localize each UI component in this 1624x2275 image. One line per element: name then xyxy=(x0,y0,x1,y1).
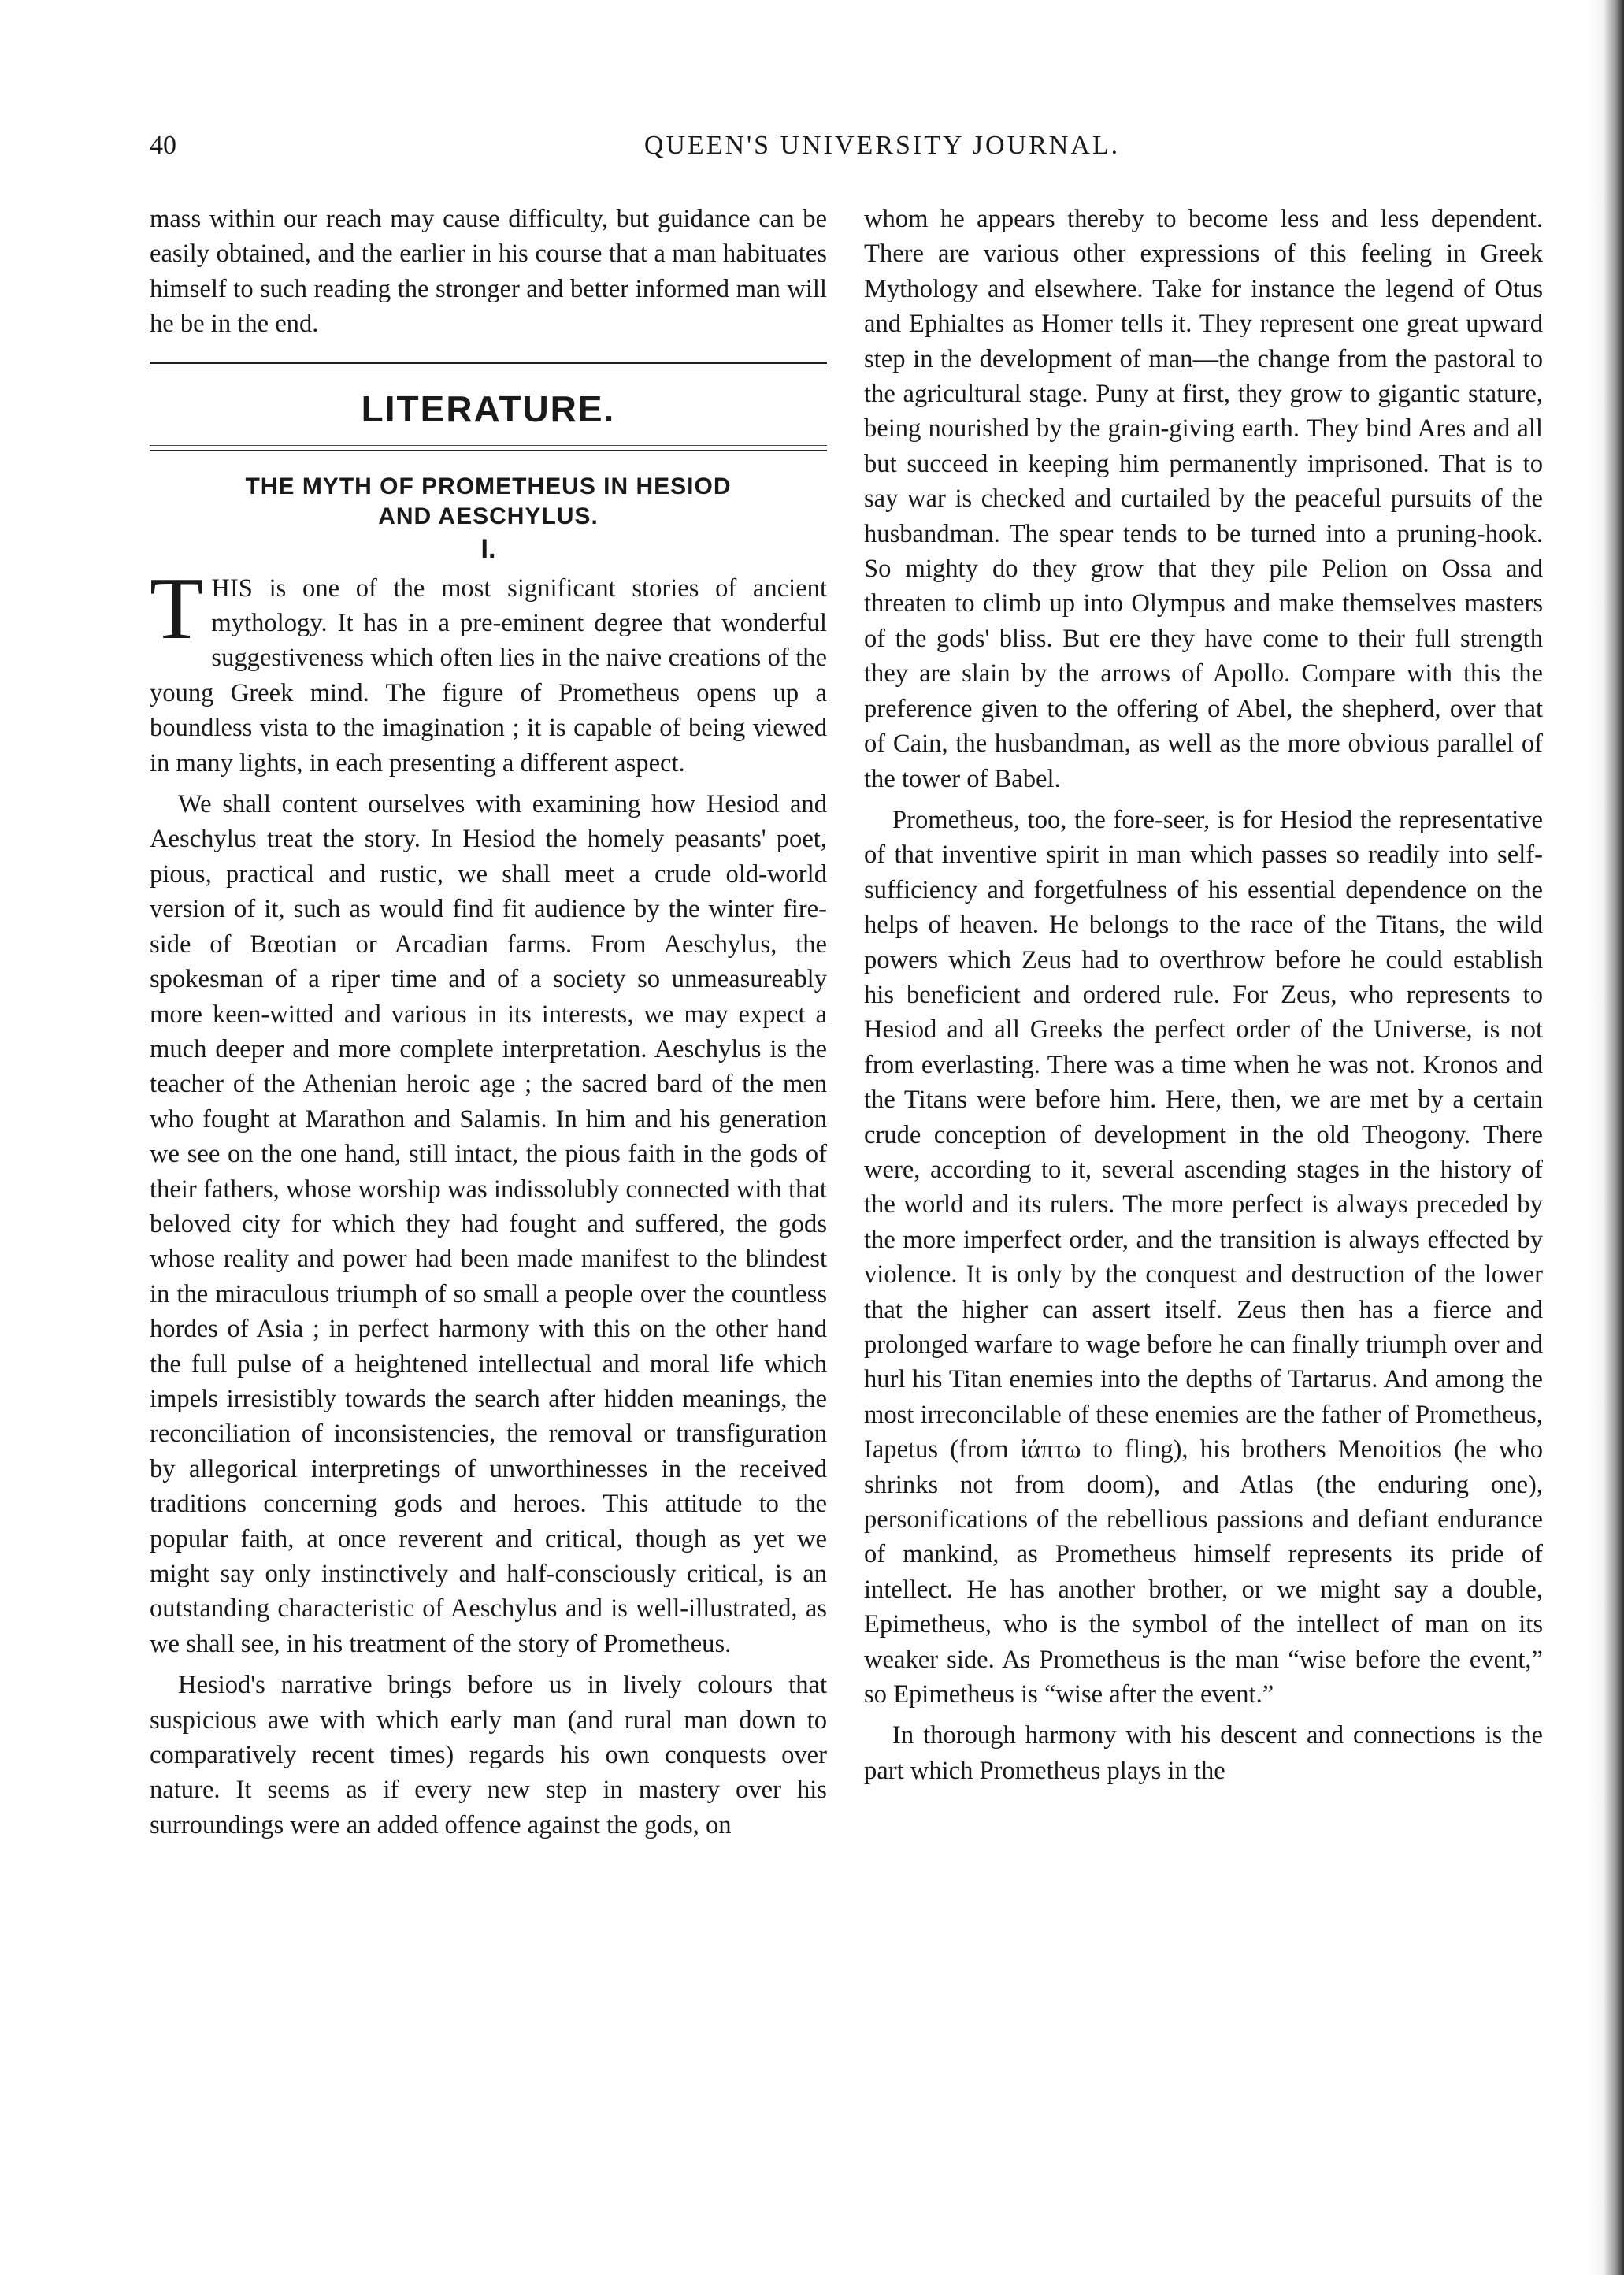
section-rule-top xyxy=(150,362,827,369)
part-number: I. xyxy=(480,533,496,564)
article-title-line2: AND AESCHYLUS. xyxy=(378,503,599,529)
paragraph-harmony: In thorough harmony with his descent and connections is the part which Prometheus plays in the xyxy=(864,1721,1543,1785)
running-title: QUEEN'S UNIVERSITY JOURNAL. xyxy=(643,131,1121,160)
paragraph-opening-text: HIS is one of the most significant stories of ancient mythology. It has in a pre-eminent degree that wonderful suggestiveness which often lies in the naive creations of the young Greek mind. The figure of Prometheus opens up a boundless vista to the imagination ; it is capable of being viewed in many lights, in each presenting a different aspect. xyxy=(150,573,827,778)
article-title-line1: THE MYTH OF PROMETHEUS IN HESIOD xyxy=(245,473,732,499)
article-title xyxy=(150,472,827,532)
intro-paragraph: mass within our reach may cause difficulty, but guidance can be easily obtained, and the earlier in his course that a man habituates himself to such reading the stronger and better informed man will he be in the end. xyxy=(150,205,827,339)
paragraph-aeschylus: We shall content ourselves with examining how Hesiod and Aeschylus treat the story. In Hesiod the homely peasants' poet, pious, practical and rustic, we shall meet a crude old-world version of it, such as would find fit audience by the winter fire-side of Bœotian or Arcadian farms. From Aeschylus, the spokesman of a riper time and of a society so unmeasureably more keen-witted and various in its interests, we may expect a much deeper and more complete interpretation. Aeschylus is the teacher of the Athenian heroic age ; the sacred bard of the men who fought at Marathon and Salamis. In him and his generation we see on the one hand, still intact, the pious faith in the gods of their fathers, whose worship was indissolubly connected with that beloved city for which they had fought and suffered, the gods whose reality and power had been made manifest to the blindest in the miraculous triumph of so small a people over the countless hordes of Asia ; in perfect harmony with this on the other hand the full pulse of a heightened intellectual and moral life which impels irresistibly towards the search after hidden meanings, the reconciliation of inconsistencies, the removal or transfiguration by allegorical interpretings of unworthinesses in the received traditions concerning gods and heroes. This attitude to the popular faith, at once reverent and critical, though as yet we might say only instinctively and half-consciously critical, is an outstanding characteristic of Aeschylus and is well-illustrated, as we shall see, in his treatment of the story of Prometheus. xyxy=(150,790,827,1658)
section-heading: LITERATURE. xyxy=(361,388,616,429)
drop-cap: T xyxy=(150,559,204,658)
page-number: 40 xyxy=(150,131,176,160)
paragraph-otus-ephialtes: whom he appears thereby to become less and less dependent. There are various other expressions of this feeling in Greek Mythology and elsewhere. Take for instance the legend of Otus and Ephialtes as Homer tells it. They represent one great upward step in the development of man—the change from the pastoral to the agricultural stage. Puny at first, they grow to gigantic stature, being nourished by the grain-giving earth. They bind Ares and all but succeed in keeping him permanently imprisoned. That is to say war is checked and curtailed by the peaceful pursuits of the husbandman. The spear tends to be turned into a pruning-hook. So mighty do they grow that they pile Pelion on Ossa and threaten to climb up into Olympus and make themselves masters of the gods' bliss. But ere they have come to their full strength they are slain by the arrows of Apollo. Compare with this the preference given to the offering of Abel, the shepherd, over that of Cain, the husbandman, as well as the more obvious parallel of the tower of Babel. xyxy=(864,205,1543,793)
page-binding-edge xyxy=(1589,0,1624,2275)
paragraph-opening xyxy=(150,559,827,781)
left-column xyxy=(150,202,827,1843)
section-rule-bottom xyxy=(150,445,827,451)
right-column xyxy=(864,202,1543,1788)
page-header xyxy=(150,131,1552,170)
paragraph-prometheus-titans: Prometheus, too, the fore-seer, is for Hesiod the representative of that inventive spirit in man which passes so readily into self-sufficiency and forgetfulness of his essential dependence on the helps of heaven. He belongs to the race of the Titans, the wild powers which Zeus had to overthrow before he could establish his beneficient and ordered rule. For Zeus, who represents to Hesiod and all Greeks the perfect order of the Universe, is not from everlasting. There was a time when he was not. Kronos and the Titans were before him. Here, then, we are met by a certain crude conception of development in the old Theogony. There were, according to it, several ascending stages in the history of the world and its rulers. The more perfect is always preceded by the more imperfect order, and the transition is always effected by violence. It is only by the conquest and destruction of the lower that the higher can assert itself. Zeus then has a fierce and prolonged warfare to wage before he can finally triumph over and hurl his Titan enemies into the depths of Tartarus. And among the most irreconcilable of these enemies are the father of Prometheus, Iapetus (from ἰάπτω to fling), his brothers Menoitios (he who shrinks not from doom), and Atlas (the enduring one), personifications of the rebellious passions and defiant endurance of mankind, as Prometheus himself represents its pride of intellect. He has another brother, or we might say a double, Epimetheus, who is the symbol of the intellect of man on its weaker side. As Prometheus is the man “wise before the event,” so Epimetheus is “wise after the event.” xyxy=(864,805,1543,1709)
paragraph-hesiod-narrative: Hesiod's narrative brings before us in lively colours that suspicious awe with which early man (and rural man down to comparatively recent times) regards his own conquests over nature. It seems as if every new step in mastery over his surroundings were an added offence against the gods, on xyxy=(150,1671,827,1839)
